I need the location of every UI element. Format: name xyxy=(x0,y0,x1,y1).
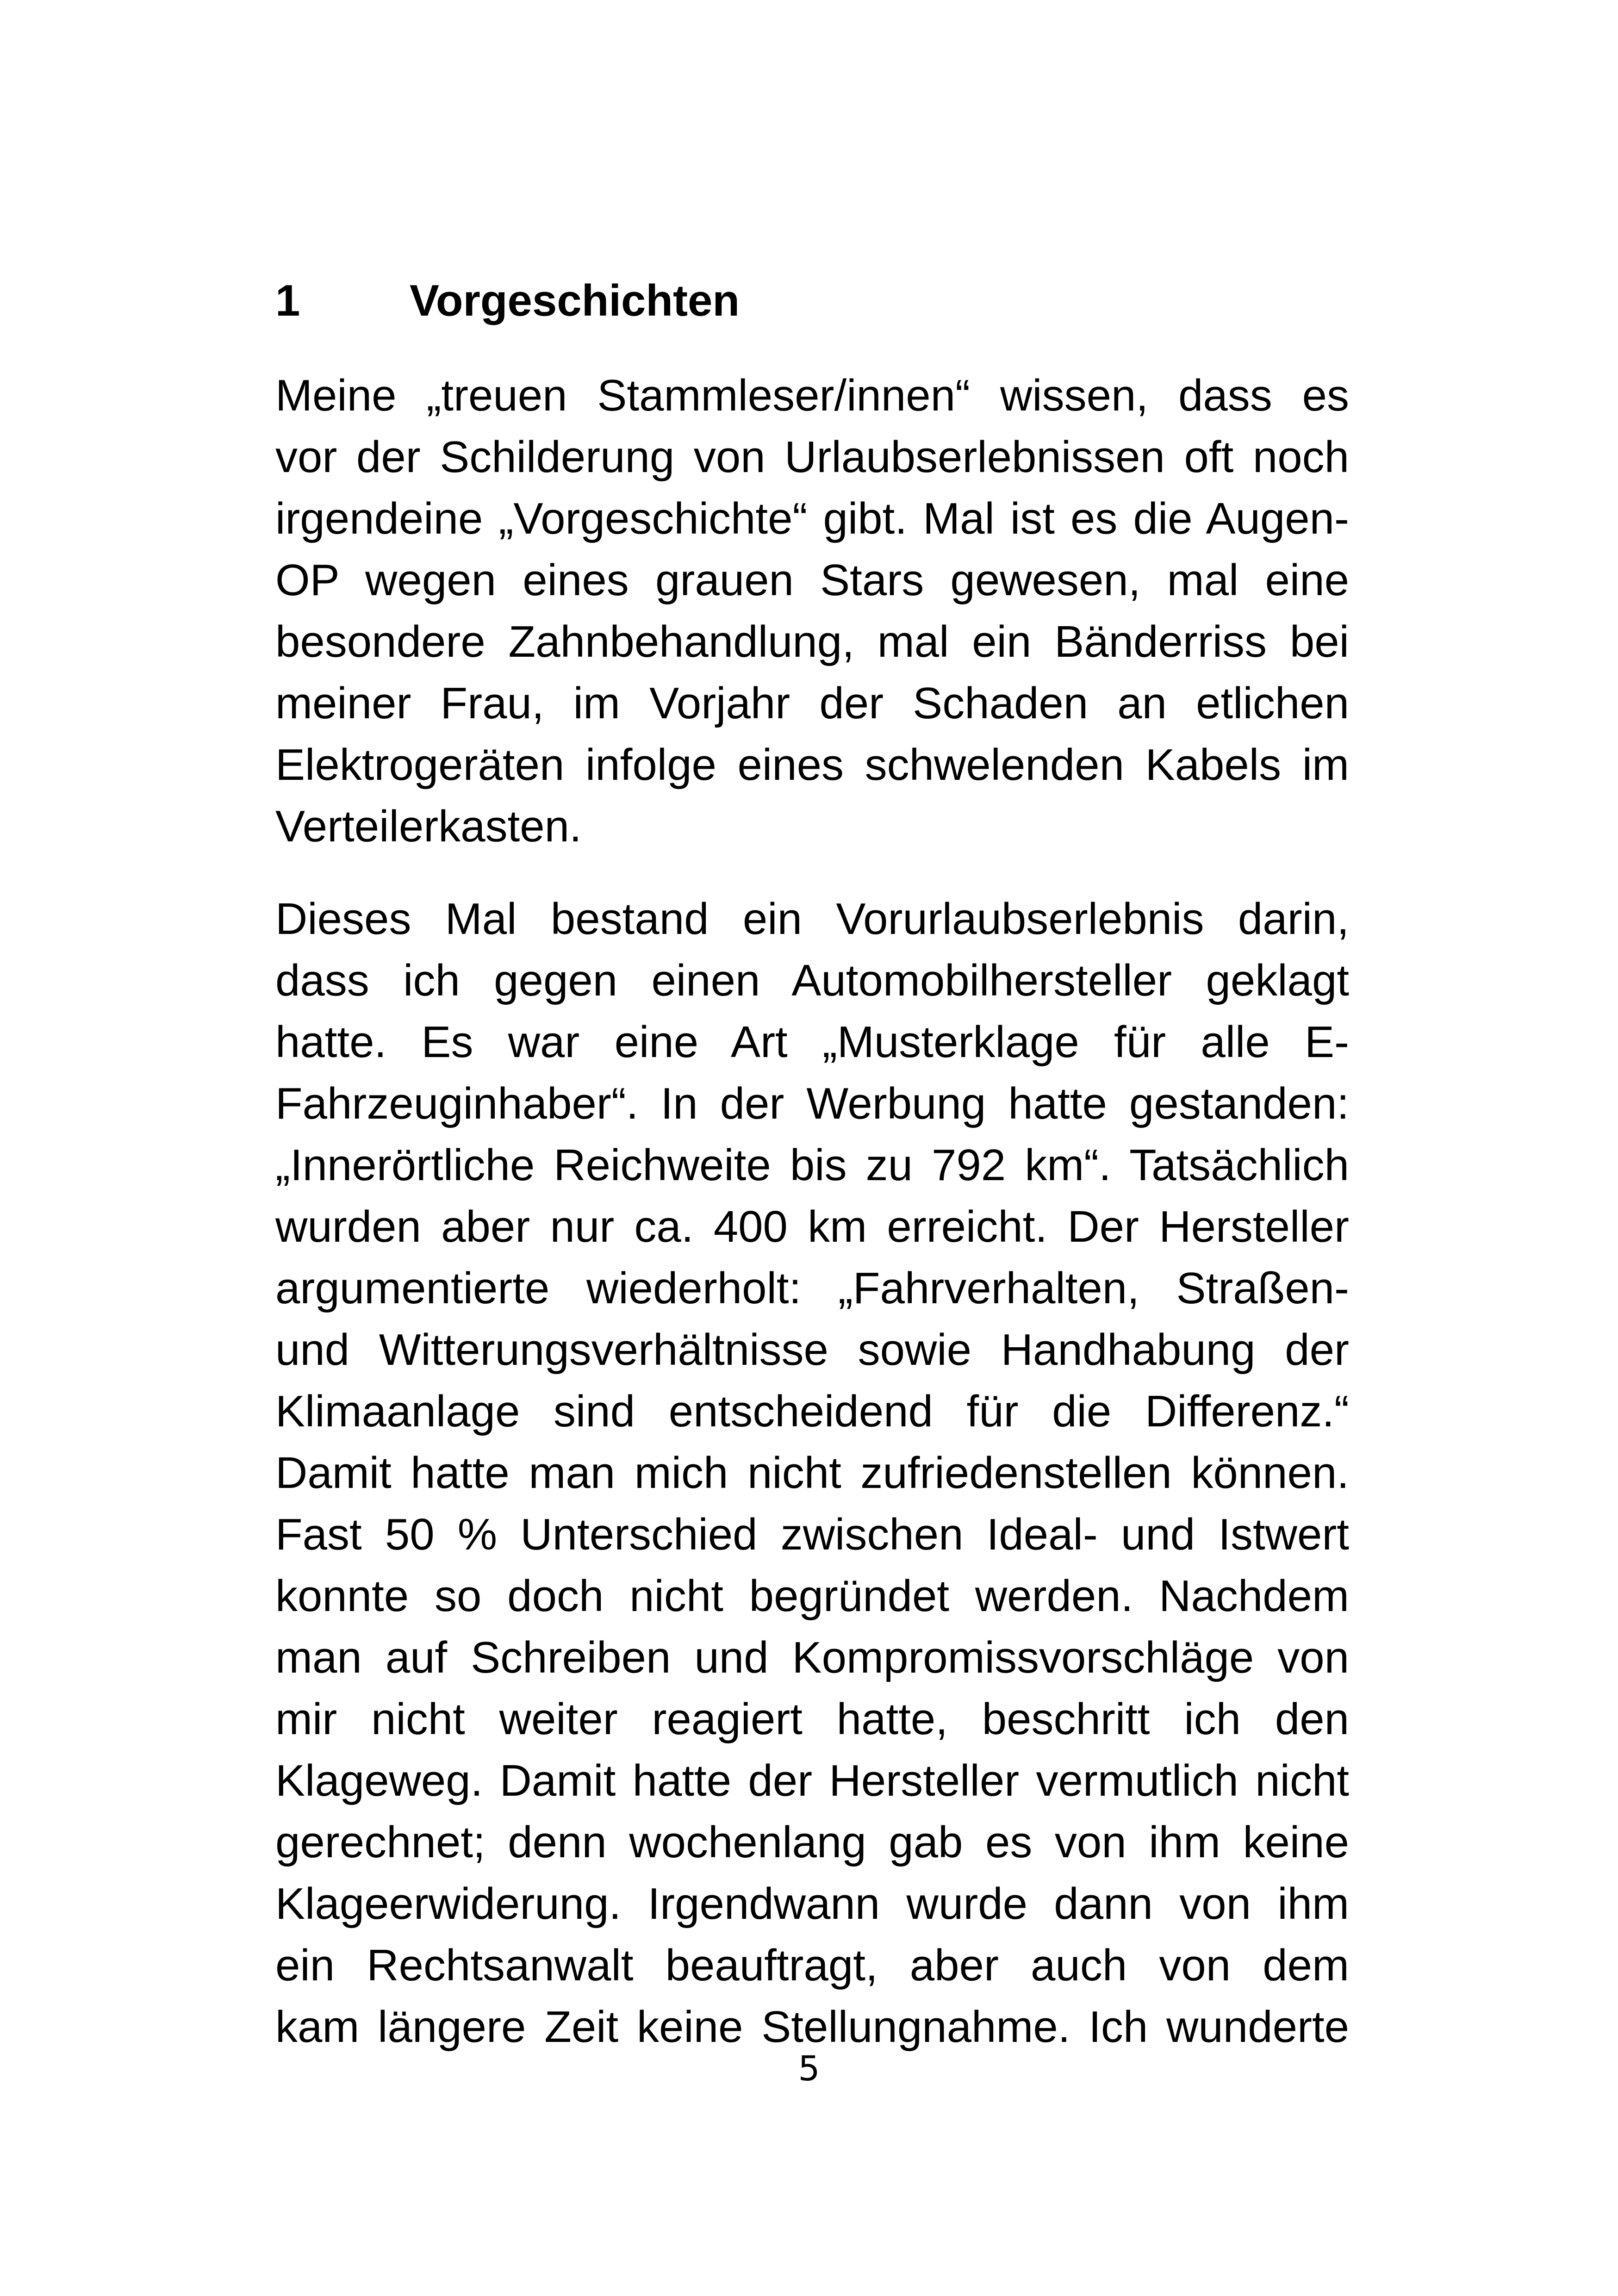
text-line: Fahrzeuginhaber“. In der Werbung hatte gestanden: xyxy=(275,1079,1349,1128)
text-line: vor der Schilderung von Urlaubserlebnissen oft noch xyxy=(275,432,1349,482)
text-line: besondere Zahnbehandlung, mal ein Bänderriss bei xyxy=(275,617,1349,666)
text-line: Fast 50 % Unterschied zwischen Ideal- und Istwert xyxy=(275,1510,1349,1559)
text-line: dass ich gegen einen Automobilhersteller geklagt xyxy=(275,956,1349,1005)
text-line: Meine „treuen Stammleser/innen“ wissen, dass es xyxy=(275,371,1349,420)
chapter-title: Vorgeschichten xyxy=(410,276,740,325)
text-line: und Witterungsverhältnisse sowie Handhabung der xyxy=(275,1325,1349,1375)
text-line: Klageweg. Damit hatte der Hersteller vermutlich nicht xyxy=(275,1756,1349,1805)
text-line: kam längere Zeit keine Stellungnahme. Ich wunderte xyxy=(275,2002,1349,2052)
text-line: Klageerwiderung. Irgendwann wurde dann von ihm xyxy=(275,1879,1349,1929)
text-line: hatte. Es war eine Art „Musterklage für alle E- xyxy=(275,1017,1349,1067)
text-line: Verteilerkasten. xyxy=(275,802,582,851)
text-line: irgendeine „Vorgeschichte“ gibt. Mal ist es die Augen- xyxy=(275,494,1349,543)
chapter-heading xyxy=(275,268,740,333)
text-line: ein Rechtsanwalt beauftragt, aber auch von dem xyxy=(275,1941,1349,1990)
paragraph-2 xyxy=(275,888,1349,2058)
text-line: wurden aber nur ca. 400 km erreicht. Der Hersteller xyxy=(275,1202,1349,1251)
text-line: „Innerörtliche Reichweite bis zu 792 km“. Tatsächlich xyxy=(275,1140,1349,1190)
text-line: argumentierte wiederholt: „Fahrverhalten, Straßen- xyxy=(275,1263,1349,1313)
text-line: konnte so doch nicht begründet werden. Nachdem xyxy=(275,1571,1349,1621)
text-line: Dieses Mal bestand ein Vorurlaubserlebnis darin, xyxy=(275,894,1349,944)
text-line: Klimaanlage sind entscheidend für die Differenz.“ xyxy=(275,1387,1349,1436)
paragraph-1 xyxy=(275,365,1349,857)
text-line: man auf Schreiben und Kompromissvorschläge von xyxy=(275,1633,1349,1682)
page-number: 5 xyxy=(798,2049,820,2089)
text-line: mir nicht weiter reagiert hatte, beschritt ich den xyxy=(275,1694,1349,1744)
text-line: Elektrogeräten infolge eines schwelenden Kabels im xyxy=(275,740,1349,790)
text-line: OP wegen eines grauen Stars gewesen, mal eine xyxy=(275,555,1349,605)
text-line: meiner Frau, im Vorjahr der Schaden an etlichen xyxy=(275,678,1349,728)
text-line: gerechnet; denn wochenlang gab es von ihm keine xyxy=(275,1817,1349,1867)
chapter-number: 1 xyxy=(275,276,300,325)
text-line: Damit hatte man mich nicht zufriedenstellen können. xyxy=(275,1448,1349,1498)
